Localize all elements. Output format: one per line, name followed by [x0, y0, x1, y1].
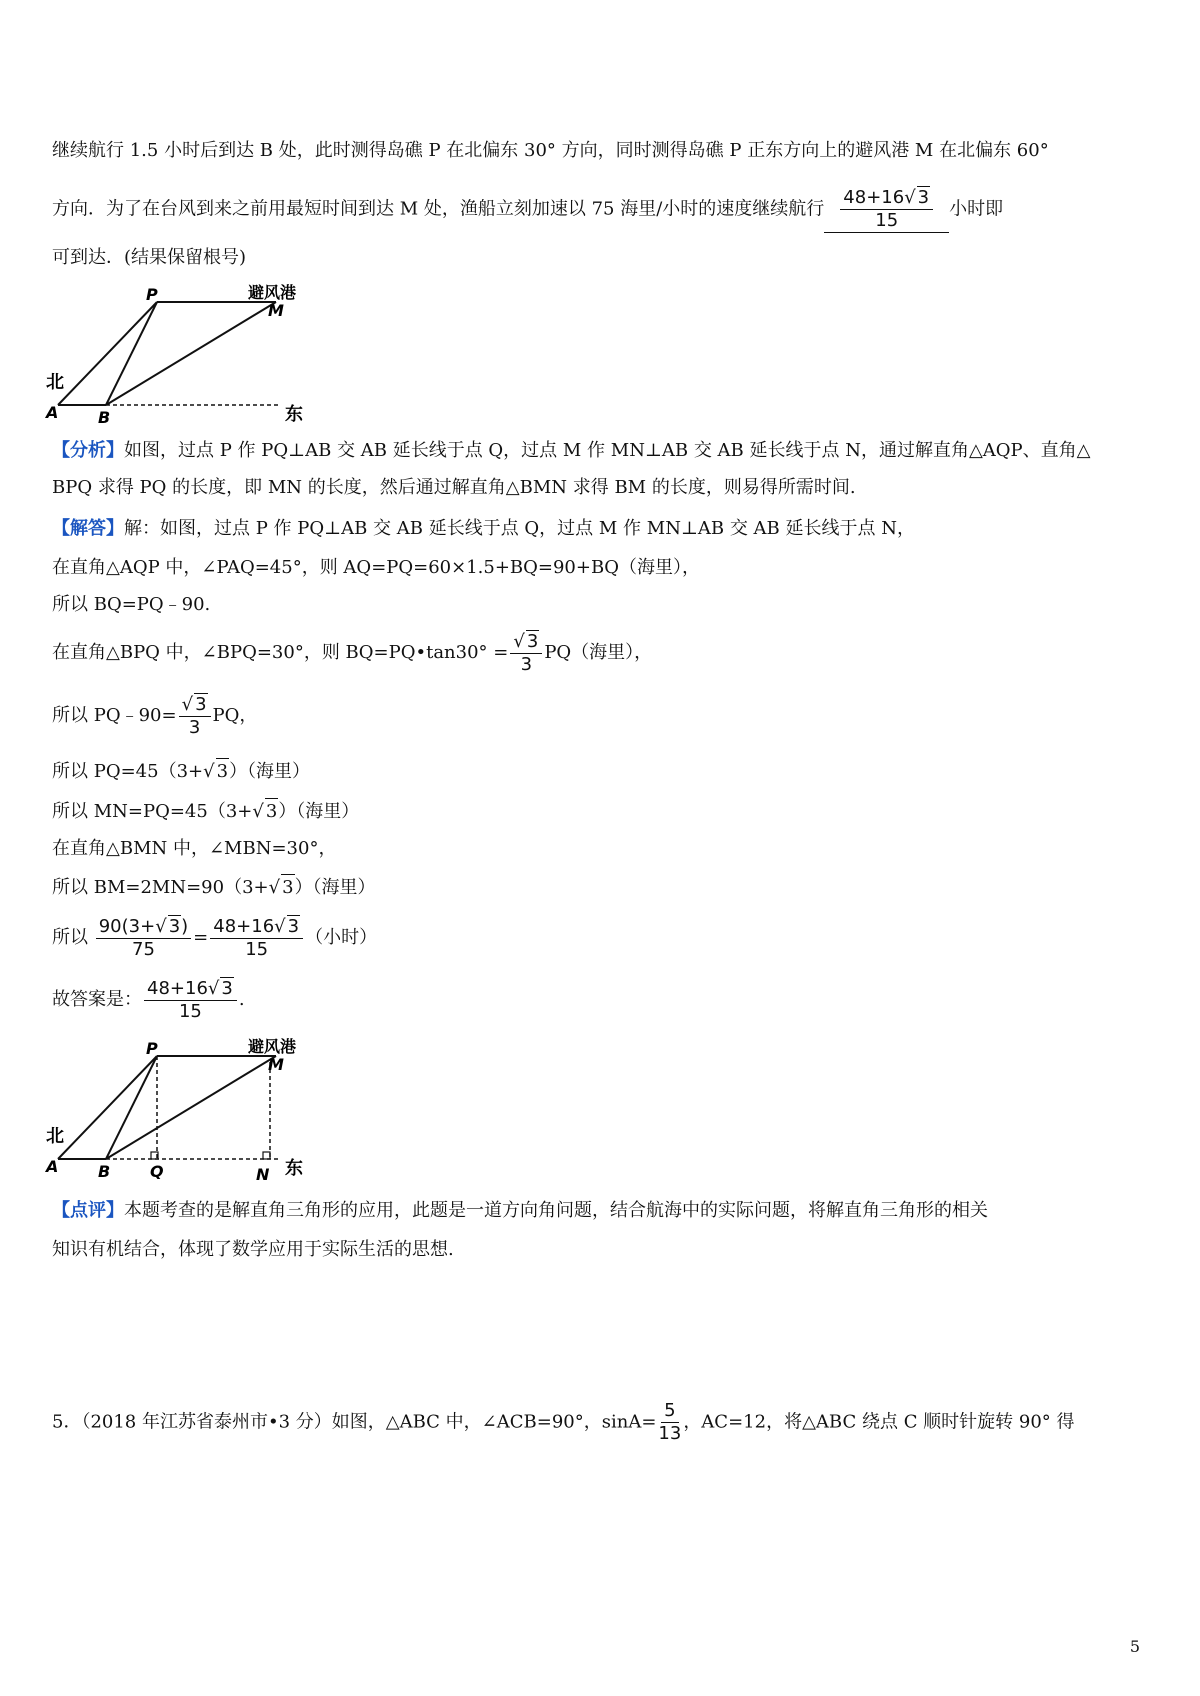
analysis-tag: 【分析】	[52, 440, 124, 461]
label-B: B	[98, 408, 111, 427]
comment-line-1: 【点评】本题考查的是解直角三角形的应用，此题是一道方向角问题，结合航海中的实际问题，将解直角三角形的相关	[52, 1200, 988, 1221]
comment-line-2: 知识有机结合，体现了数学应用于实际生活的思想.	[52, 1239, 454, 1260]
solution-line-3: 在直角△BPQ 中，∠BPQ=30°，则 BQ=PQ•tan30° = $\frac{√ 3}{3}$ PQ（海里），	[52, 631, 653, 675]
label-harbor: 避风港	[248, 283, 297, 302]
solution-line-6: 所以 MN=PQ=45（3+√ 3）（海里）	[52, 798, 359, 825]
fraction-time-simplified: $\frac{48+16√ 3}{15}$	[210, 915, 303, 961]
label-east: 东	[285, 404, 303, 425]
comment-tag: 【点评】	[52, 1200, 124, 1221]
svg-text:避风港: 避风港	[248, 1037, 297, 1056]
fraction-time-raw: $\frac{90(3+√ 3)}{75}$	[96, 915, 191, 961]
label-Q: Q	[150, 1162, 164, 1181]
solution-line-5: 所以 PQ=45（3+√ 3）（海里）	[52, 758, 310, 785]
solution-line-1: 在直角△AQP 中，∠PAQ=45°，则 AQ=PQ=60×1.5+BQ=90+BQ（海里），	[52, 557, 700, 578]
solution-line-10: 故答案是： $\frac{48+16√ 3}{15}$ .	[52, 978, 245, 1022]
label-P: P	[146, 285, 158, 304]
svg-text:M: M	[268, 1055, 284, 1074]
svg-text:东: 东	[285, 1158, 303, 1179]
label-A: A	[46, 403, 59, 422]
analysis-line-2: BPQ 求得 PQ 的长度，即 MN 的长度，然后通过解直角△BMN 求得 BM 的长度，则易得所需时间.	[52, 477, 856, 498]
next-problem-line: 5．（2018 年江苏省泰州市•3 分）如图，△ABC 中，∠ACB=90°，sinA= $\frac{5}{13}$ ，AC=12，将△ABC 绕点 C 顺时针旋转 90° 得	[52, 1400, 1075, 1444]
problem-line-3: 可到达．(结果保留根号)	[52, 247, 247, 268]
label-north: 北	[46, 372, 64, 393]
solution-line-8: 所以 BM=2MN=90（3+√ 3）（海里）	[52, 874, 376, 901]
solution-line-2: 所以 BQ=PQ﹣90.	[52, 594, 211, 615]
svg-text:北: 北	[46, 1126, 64, 1147]
solution-tag: 【解答】	[52, 518, 124, 539]
answer-fraction: $\frac{48+16√ 3}{15}$	[840, 186, 933, 232]
fraction-sinA: $\frac{5}{13}$	[658, 1400, 682, 1444]
svg-text:P: P	[146, 1039, 158, 1058]
fraction-final-answer: $\frac{48+16√ 3}{15}$	[144, 977, 237, 1023]
right-angle-N	[263, 1152, 270, 1159]
solution-line-7: 在直角△BMN 中，∠MBN=30°，	[52, 838, 337, 859]
fraction-sqrt3-over-3-b: $\frac{√ 3}{3}$	[179, 693, 211, 739]
svg-text:B: B	[98, 1162, 111, 1181]
label-N: N	[256, 1165, 270, 1184]
solution-line-4: 所以 PQ﹣90= $\frac{√ 3}{3}$ PQ，	[52, 694, 258, 738]
problem-line-1: 继续航行 1.5 小时后到达 B 处，此时测得岛礁 P 在北偏东 30° 方向，同时测得岛礁 P 正东方向上的避风港 M 在北偏东 60°	[52, 140, 1049, 161]
label-M: M	[268, 301, 284, 320]
segment-AP	[58, 302, 157, 405]
svg-text:A: A	[46, 1157, 59, 1176]
answer-blank	[824, 186, 949, 233]
figure-2	[40, 1034, 320, 1184]
solution-line-0: 【解答】解：如图，过点 P 作 PQ⊥AB 交 AB 延长线于点 Q，过点 M 作 MN⊥AB 交 AB 延长线于点 N，	[52, 518, 915, 539]
fraction-sqrt3-over-3: $\frac{√ 3}{3}$	[510, 630, 542, 676]
problem-line-2: 方向．为了在台风到来之前用最短时间到达 M 处，渔船立刻加速以 75 海里/小时的速度继续航行 $\frac{48+16√ 3}{15}$ 小时即	[52, 187, 1004, 231]
analysis-line-1: 【分析】如图，过点 P 作 PQ⊥AB 交 AB 延长线于点 Q，过点 M 作 MN⊥AB 交 AB 延长线于点 N，通过解直角△AQP、直角△	[52, 440, 1091, 461]
page-number: 5	[1129, 1637, 1140, 1656]
solution-line-9: 所以 $\frac{90(3+√ 3)}{75}$ = $\frac{48+16√ 3}{15}$ （小时）	[52, 916, 378, 960]
figure-1	[40, 280, 320, 430]
